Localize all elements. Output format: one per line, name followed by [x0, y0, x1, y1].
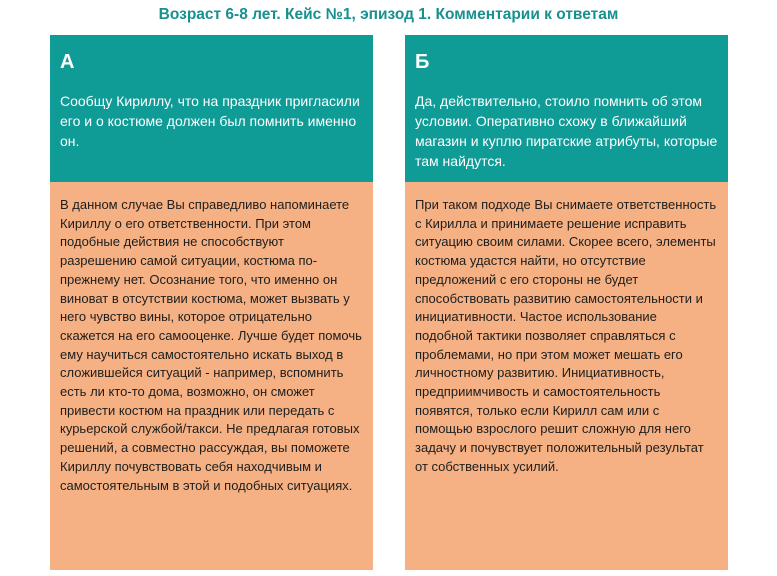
- comment-text-b: При таком подходе Вы снимаете ответственность с Кирилла и принимаете решение исправить ситуацию своим силами. Скорее всего, элементы костюма удастся найти, но отсутствие предложений с его стороны не будет способствовать развитию самостоятельности и инициативности. Частое использование подобной тактики позволяет справляться с проблемами, но при этом может мешать его личностному развитию. Инициативность, предприимчивость и самостоятельность появятся, только если Кирилл сам или с помощью взрослого решит сложную для него задачу и почувствует положительный результат от собственных усилий.: [405, 182, 728, 570]
- answer-letter-b: Б: [415, 51, 430, 73]
- answer-letter-a: А: [60, 51, 75, 73]
- comment-text-a: В данном случае Вы справедливо напоминаете Кириллу о его ответственности. При этом подобные действия не способствуют разрешению самой ситуации, костюма по-прежнему нет. Осознание того, что именно он виноват в отсутствии костюма, может вызвать у него чувство вины, которое отрицательно скажется на его самооценке. Лучше будет помочь ему научиться самостоятельно искать выход в сложившейся ситуаций - например, вспомнить есть ли кто-то дома, возможно, он сможет привести костюм на праздник или передать с курьерской службой/такси. Не предлагая готовых решений, а совместно рассуждая, вы поможете Кириллу почувствовать себя находчивым и самостоятельным в этой и подобных ситуациях.: [50, 182, 373, 570]
- answer-text-a: Сообщу Кириллу, что на праздник пригласили его и о костюме должен был помнить именно он.: [60, 93, 360, 149]
- answer-header-b: [405, 35, 728, 182]
- answer-header-a: [50, 35, 373, 182]
- page-title: Возраст 6-8 лет. Кейс №1, эпизод 1. Комментарии к ответам: [158, 6, 619, 23]
- answer-text-b: Да, действительно, стоило помнить об этом условии. Оперативно схожу в ближайший магазин и куплю пиратские атрибуты, которые там найдутся.: [415, 93, 718, 169]
